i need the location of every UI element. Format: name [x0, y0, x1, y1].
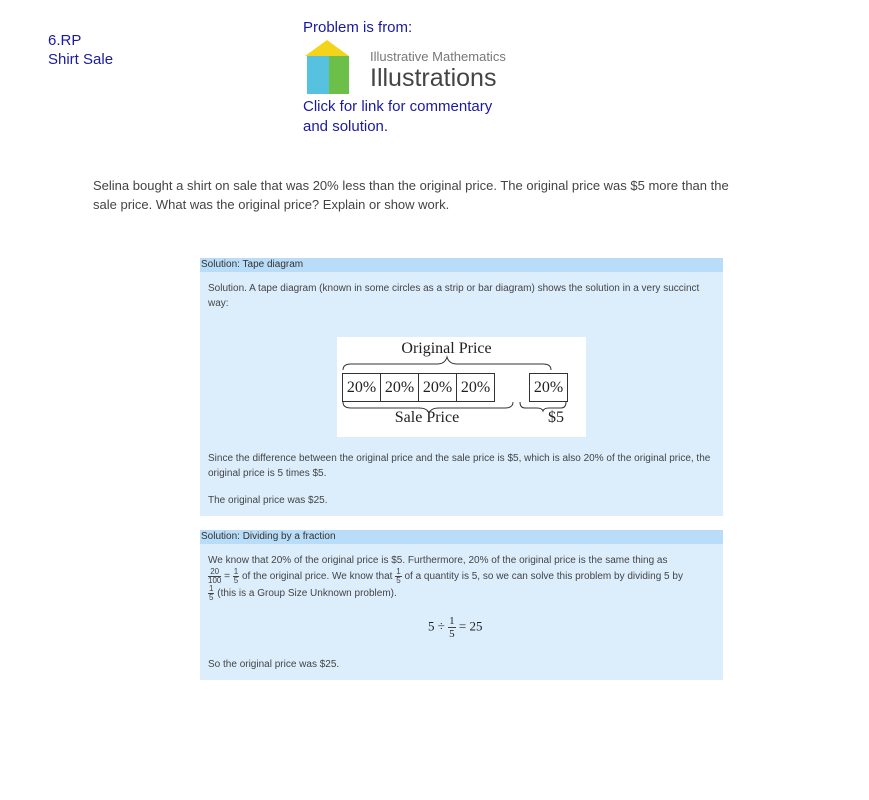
- commentary-link[interactable]: [303, 97, 492, 137]
- fraction-denominator: 5: [209, 593, 214, 602]
- fraction-one-fifth: [233, 568, 239, 585]
- solution-intro: Solution. A tape diagram (known in some circles as a strip or bar diagram) shows the solution in a very succinct way:: [208, 283, 700, 309]
- solution-heading: Solution: Dividing by a fraction: [200, 530, 723, 544]
- tape-segment: 20%: [418, 373, 457, 402]
- fraction-one-fifth: [448, 615, 456, 640]
- problem-statement: Selina bought a shirt on sale that was 20% less than the original price. The original price was $5 more than the sale price. What was the original price? Explain or show work.: [93, 178, 729, 212]
- division-equation: [428, 615, 482, 640]
- tape-top-label: Original Price: [401, 340, 492, 357]
- illustrative-math-logo-icon[interactable]: [303, 40, 351, 95]
- fraction-denominator: 5: [449, 628, 455, 640]
- fraction-denominator: 5: [396, 576, 401, 585]
- fraction-numerator: 1: [396, 567, 401, 576]
- solution-conclusion: So the original price was $25.: [208, 659, 340, 670]
- tape-segment: 20%: [342, 373, 381, 402]
- tape-segment: 20%: [456, 373, 495, 402]
- fraction-one-fifth: [208, 585, 214, 602]
- solution-line: of the original price. We know that: [242, 571, 393, 583]
- fraction-numerator: 20: [208, 568, 221, 577]
- solution-panel-tape-diagram: [200, 258, 723, 516]
- brand-title[interactable]: Illustrations: [370, 64, 497, 92]
- fraction-denominator: 100: [208, 576, 222, 585]
- equation-right: = 25: [458, 618, 483, 634]
- fraction-numerator: 1: [449, 615, 455, 627]
- fraction-denominator: 5: [233, 576, 239, 585]
- solution-line: of a quantity is 5, so we can solve this problem by dividing 5 by: [404, 571, 683, 583]
- tape-segment: 20%: [380, 373, 419, 402]
- solution-panel-dividing-fraction: [200, 530, 723, 680]
- fraction-one-fifth: [395, 568, 401, 585]
- fraction-twenty-hundredths: [208, 568, 221, 585]
- solution-conclusion: The original price was $25.: [208, 495, 328, 506]
- solution-line: (this is a Group Size Unknown problem).: [217, 588, 397, 600]
- tape-bottom-left-label: Sale Price: [394, 409, 460, 426]
- fraction-numerator: 1: [209, 584, 214, 593]
- source-label: Problem is from:: [303, 19, 413, 36]
- solution-explanation: Since the difference between the original price and the sale price is $5, which is also 20% of the original price, the original price is 5 times $5.: [208, 453, 711, 479]
- commentary-link-line2[interactable]: and solution.: [303, 118, 389, 135]
- fraction-numerator: 1: [233, 567, 239, 576]
- tape-bottom-right-label: $5: [548, 409, 564, 426]
- solution-line: We know that 20% of the original price is $5. Furthermore, 20% of the original price is the same thing as: [208, 555, 668, 566]
- tape-segment: 20%: [529, 373, 568, 402]
- commentary-link-line1[interactable]: Click for link for commentary: [303, 98, 493, 115]
- solution-heading: Solution: Tape diagram: [200, 258, 723, 272]
- tape-diagram: [337, 337, 586, 437]
- standard-code-block: [48, 31, 113, 69]
- equation-left: 5 ÷: [428, 618, 445, 634]
- task-title: Shirt Sale: [48, 51, 114, 68]
- standard-code: 6.RP: [48, 32, 82, 49]
- brand-subtitle[interactable]: Illustrative Mathematics: [370, 49, 506, 64]
- solution-text: We know that 20% of the original price is $5. Furthermore, 20% of the original price is the same thing as $\frac{20}{100}$ = $\frac{1}{5}$ of the original price. We know that $\frac{1}{5}$ of a quantity is 5, so we can solve this problem by dividing 5 by $\frac{1}{5}$ (this is a Group Size Unknown problem).: [208, 555, 683, 602]
